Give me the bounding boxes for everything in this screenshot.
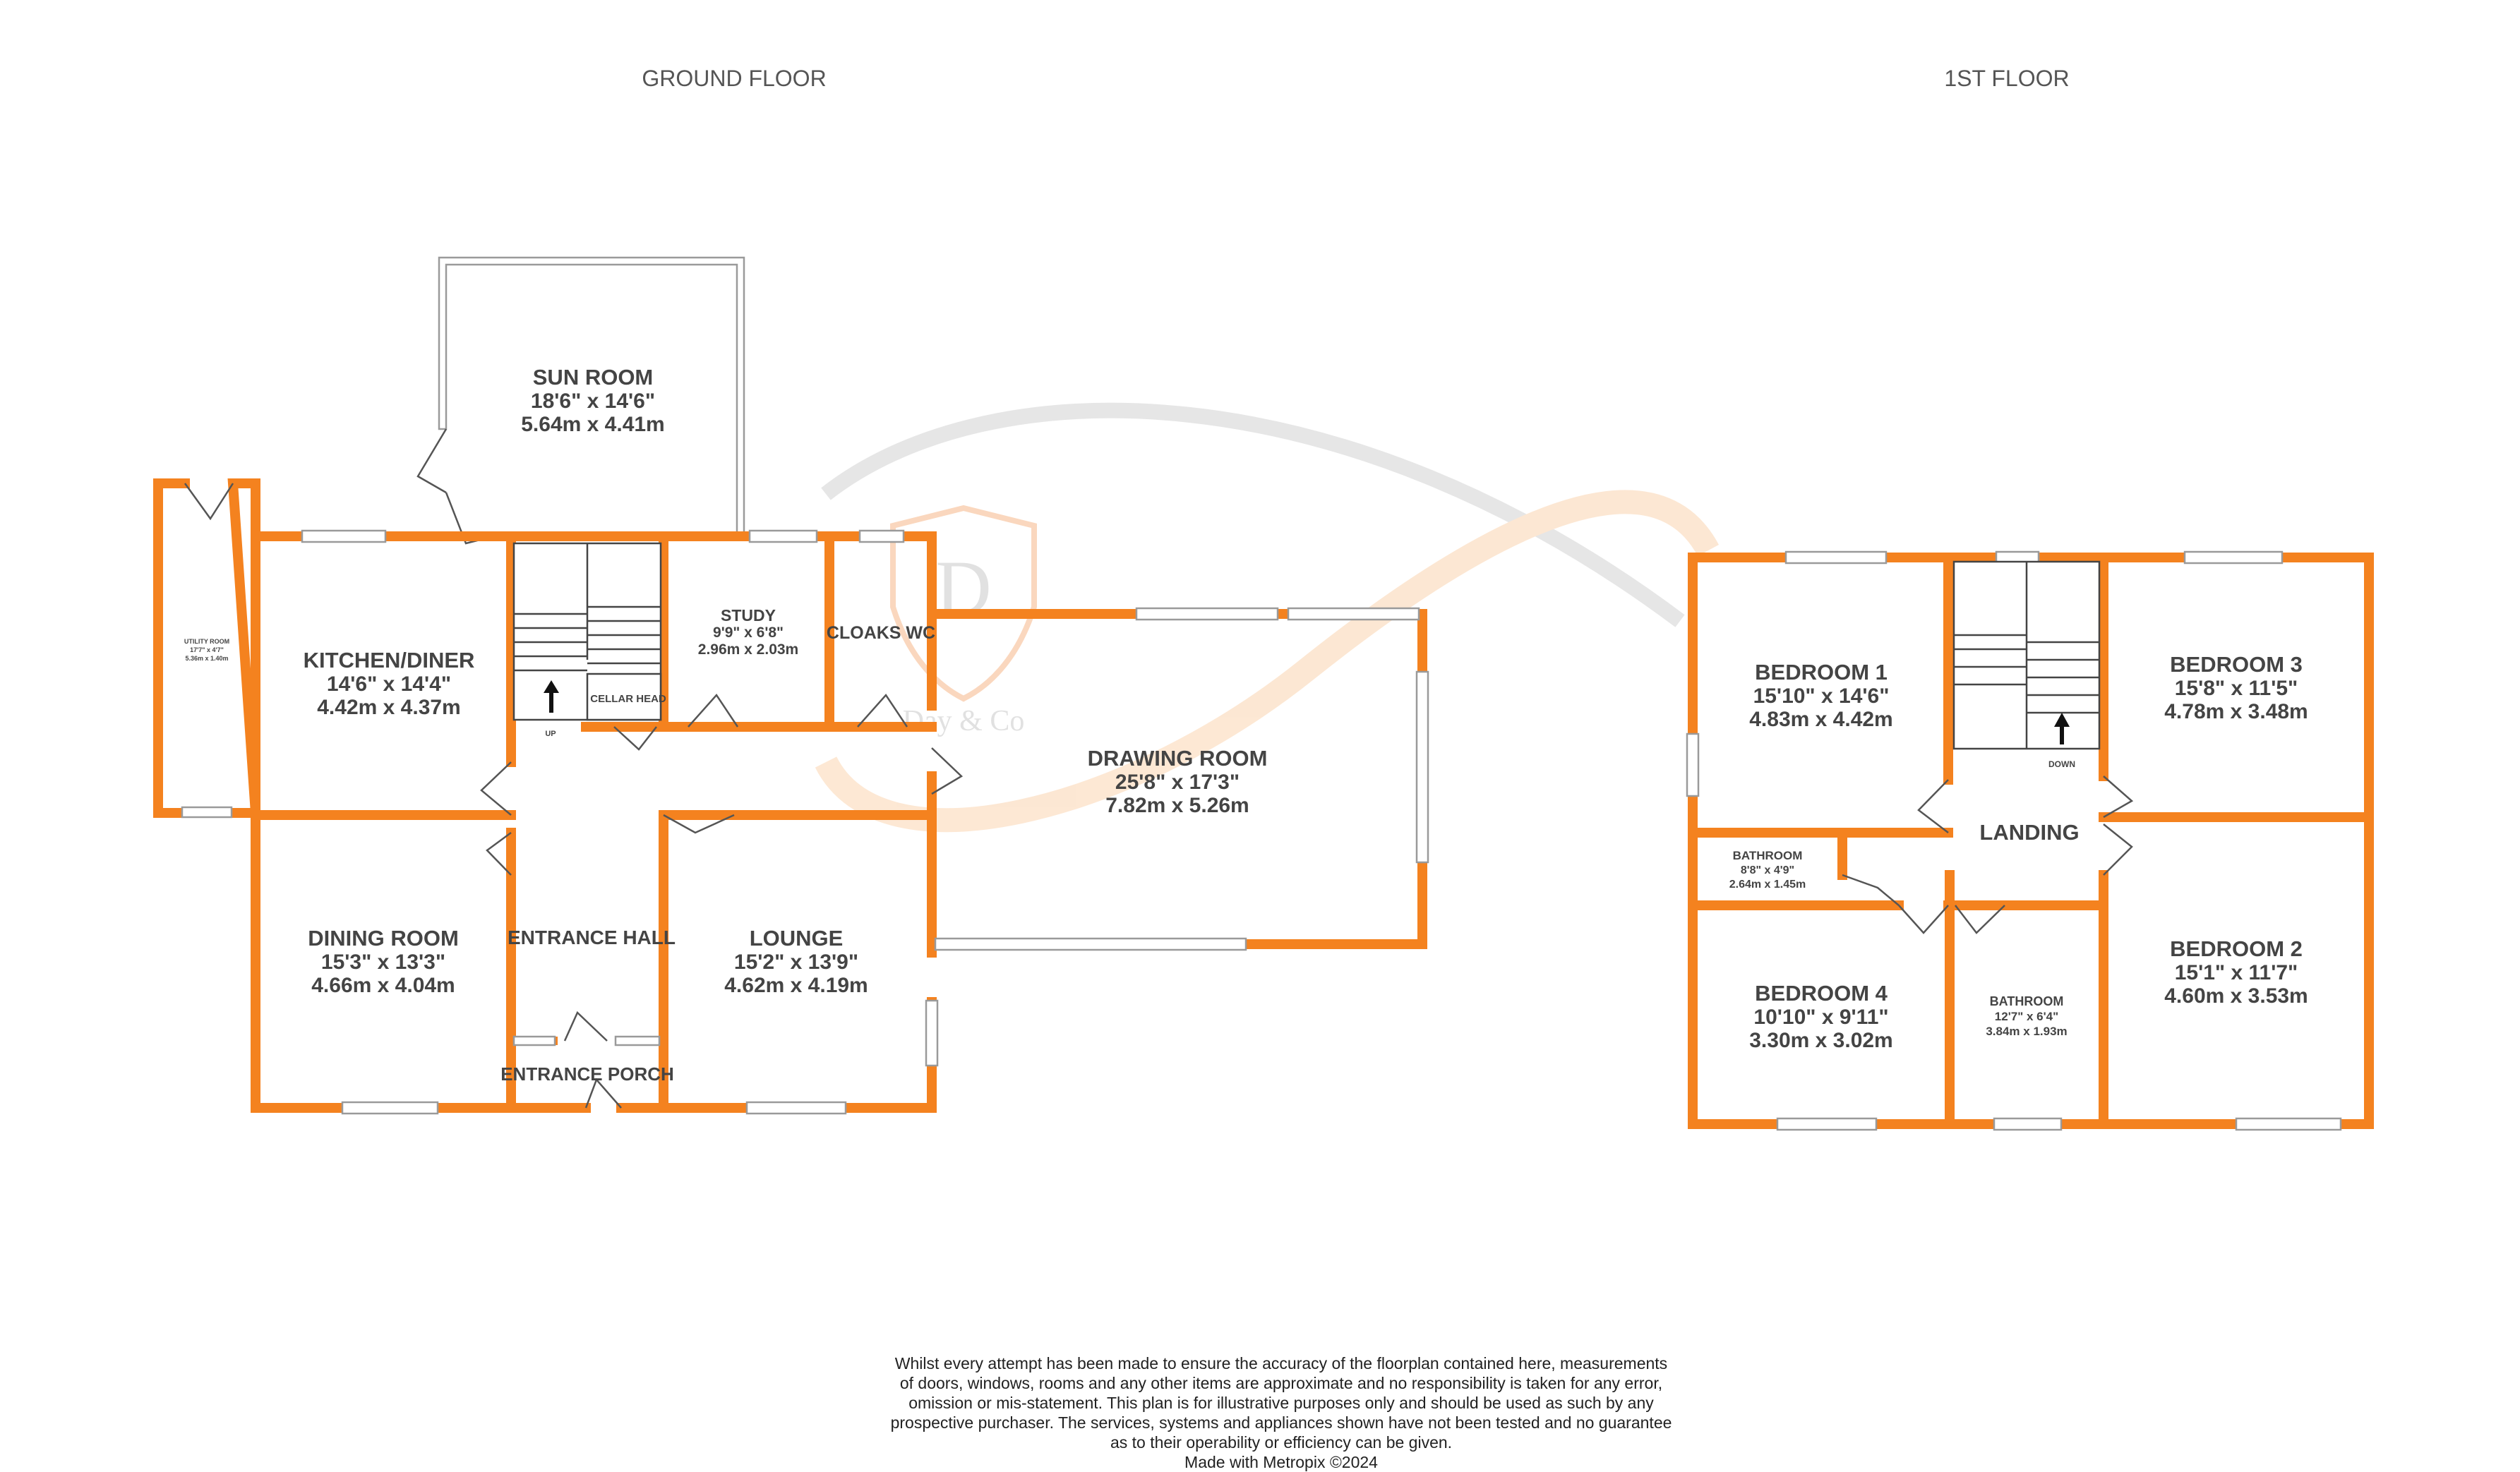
drawing-room-name: DRAWING ROOM <box>1087 746 1268 771</box>
first-floor-title: 1ST FLOOR <box>1944 66 2070 91</box>
disclaimer-line: prospective purchaser. The services, systems and appliances shown have not been tested and no guarantee <box>890 1413 1672 1432</box>
porch-window-right <box>616 1037 659 1045</box>
disclaimer-line: Whilst every attempt has been made to ensure the accuracy of the floorplan contained here, measurements <box>894 1354 1668 1373</box>
entrance-hall-name: ENTRANCE HALL <box>508 927 676 948</box>
drawing-window-top-right <box>1288 608 1419 620</box>
utility-window <box>182 807 232 817</box>
sun-room-imperial: 18'6" x 14'6" <box>530 390 656 413</box>
drawing-window-top-left <box>1136 608 1278 620</box>
bedroom3-door <box>2104 776 2132 817</box>
entrance-porch-name: ENTRANCE PORCH <box>500 1063 674 1085</box>
bedroom4-window <box>1777 1118 1876 1130</box>
disclaimer-line: as to their operability or efficiency can be given. <box>1110 1433 1453 1452</box>
watermark-initial: D <box>935 545 992 631</box>
bedroom1-side-window <box>1687 734 1698 796</box>
bedroom2-metric: 4.60m x 3.53m <box>2164 984 2308 1008</box>
bedroom1-name: BEDROOM 1 <box>1755 660 1888 684</box>
porch-inner-door <box>565 1013 607 1041</box>
study-window <box>750 531 817 542</box>
study-name: STUDY <box>721 606 776 625</box>
study-metric: 2.96m x 2.03m <box>697 641 799 658</box>
dining-room-name: DINING ROOM <box>308 926 459 951</box>
dining-room-metric: 4.66m x 4.04m <box>311 974 455 997</box>
disclaimer-credit: Made with Metropix ©2024 <box>1184 1453 1378 1471</box>
small-bathroom-name: BATHROOM <box>1732 849 1803 862</box>
bedroom2-window <box>2236 1118 2341 1130</box>
ground-floor-title: GROUND FLOOR <box>642 66 827 91</box>
cloaks-name: CLOAKS WC <box>826 623 936 643</box>
disclaimer-line: omission or mis-statement. This plan is for illustrative purposes only and should be used as such by any <box>908 1394 1654 1412</box>
lounge-side-window <box>926 1001 937 1066</box>
cellar-head-label: CELLAR HEAD <box>590 693 666 705</box>
bedroom4-name: BEDROOM 4 <box>1755 981 1888 1006</box>
watermark-brand: Day & Co <box>902 705 1025 737</box>
bedroom2-imperial: 15'1" x 11'7" <box>2174 961 2298 984</box>
bedroom2-name: BEDROOM 2 <box>2170 936 2303 961</box>
bedroom3-name: BEDROOM 3 <box>2170 652 2303 677</box>
utility-imperial: 17'7" x 4'7" <box>190 646 224 653</box>
sun-room-door-top <box>418 429 446 493</box>
small-bathroom-metric: 2.64m x 1.45m <box>1729 879 1806 891</box>
landing-name: LANDING <box>1979 820 2080 845</box>
drawing-room-metric: 7.82m x 5.26m <box>1105 794 1249 817</box>
bedroom4-metric: 3.30m x 3.02m <box>1749 1029 1893 1052</box>
lounge-window <box>747 1102 846 1114</box>
bedroom3-imperial: 15'8" x 11'5" <box>2174 677 2298 700</box>
kitchen-imperial: 14'6" x 14'4" <box>326 672 452 696</box>
bedroom3-window <box>2185 552 2282 563</box>
kitchen-window <box>302 531 385 542</box>
bedroom3-metric: 4.78m x 3.48m <box>2164 700 2308 723</box>
lounge-name: LOUNGE <box>749 926 844 951</box>
disclaimer <box>812 1353 1751 1472</box>
bedroom1-window <box>1786 552 1886 563</box>
bedroom4-door <box>1899 905 1948 933</box>
bedroom1-imperial: 15'10" x 14'6" <box>1753 684 1890 708</box>
stair-up-label: UP <box>545 730 556 738</box>
lounge-imperial: 15'2" x 13'9" <box>733 951 859 974</box>
disclaimer-line: of doors, windows, rooms and any other items are approximate and no responsibility is taken for any error, <box>899 1374 1663 1392</box>
sun-room-metric: 5.64m x 4.41m <box>521 413 665 436</box>
kitchen-metric: 4.42m x 4.37m <box>317 696 461 719</box>
utility-door <box>185 483 233 519</box>
bedroom1-metric: 4.83m x 4.42m <box>1749 708 1893 731</box>
kitchen-door <box>481 762 511 815</box>
small-bathroom-imperial: 8'8" x 4'9" <box>1740 864 1795 876</box>
utility-name: UTILITY ROOM <box>184 638 230 645</box>
bedroom1-door <box>1919 780 1948 833</box>
sun-room-name: SUN ROOM <box>532 365 654 390</box>
staircase-first <box>1954 562 2099 749</box>
bedroom2-door <box>2104 824 2132 875</box>
porch-window-left <box>514 1037 555 1045</box>
utility-metric: 5.36m x 1.40m <box>185 655 229 662</box>
dining-window <box>342 1102 438 1114</box>
bathroom-metric: 3.84m x 1.93m <box>1986 1025 2068 1038</box>
cloaks-window <box>860 531 904 542</box>
stair-down-label: DOWN <box>2048 759 2075 769</box>
drawing-window-right <box>1417 672 1428 862</box>
bathroom-imperial: 12'7" x 6'4" <box>1994 1010 2059 1023</box>
study-imperial: 9'9" x 6'8" <box>713 625 784 641</box>
bathroom-window <box>1994 1118 2061 1130</box>
drawing-window-bottom <box>935 939 1246 950</box>
lounge-metric: 4.62m x 4.19m <box>724 974 868 997</box>
dining-room-imperial: 15'3" x 13'3" <box>320 951 446 974</box>
kitchen-name: KITCHEN/DINER <box>303 648 475 672</box>
drawing-room-imperial: 25'8" x 17'3" <box>1115 771 1240 794</box>
bathroom-name: BATHROOM <box>1989 994 2064 1008</box>
bedroom4-imperial: 10'10" x 9'11" <box>1753 1006 1889 1029</box>
